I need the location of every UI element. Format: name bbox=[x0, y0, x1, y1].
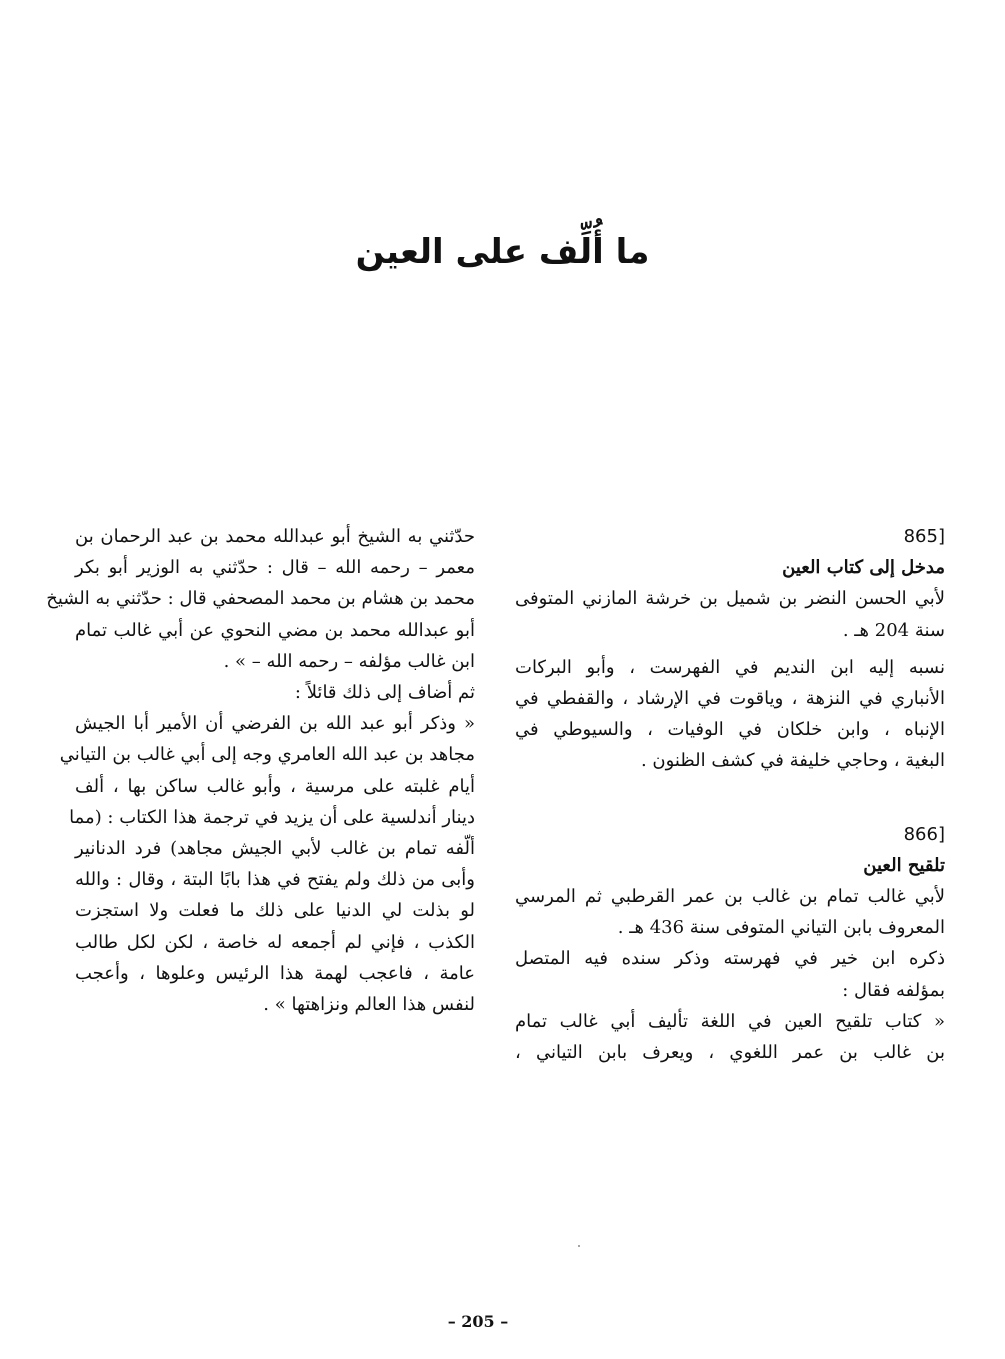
text-line: الأنباري في النزهة ، وياقوت في الإرشاد ، والقفطي في bbox=[515, 688, 945, 710]
page-number: – 205 – bbox=[447, 1312, 509, 1331]
text-line: محمد بن هشام بن محمد المصحفي قال : حدّثني به الشيخ bbox=[46, 588, 475, 610]
text-line: سنة 204 هـ . bbox=[842, 619, 945, 641]
spacer bbox=[515, 777, 945, 819]
text-line: لو بذلت لي الدنيا على ذلك ما فعلت ولا استجزت bbox=[75, 900, 475, 922]
text-line: دينار أندلسية على أن يزيد في ترجمة هذا الكتاب : (مما bbox=[69, 806, 475, 828]
entry-number: [866 bbox=[903, 823, 945, 845]
left-column bbox=[46, 521, 475, 1020]
text-line: الكذب ، فإني لم أجمعه له خاصة ، لكن لكل طالب bbox=[75, 931, 475, 953]
text-line: أيام غلبته على مرسية ، وأبو غالب ساكن بها ، ألف bbox=[75, 775, 475, 797]
text-line: أبو عبدالله محمد بن مضي النحوي عن أبي غالب تمام bbox=[75, 619, 475, 641]
text-line: حدّثني به الشيخ أبو عبدالله محمد بن عبد الرحمان بن bbox=[75, 526, 475, 547]
text-line: معمر – رحمه الله – قال : حدّثني به الوزير أبو بكر bbox=[75, 557, 475, 579]
text-line: ذكره ابن خير في فهرسته وذكر سنده فيه المتصل bbox=[515, 948, 945, 970]
entry-title: مدخل إلى كتاب العين bbox=[782, 557, 945, 579]
text-line: ثم أضاف إلى ذلك قائلاً : bbox=[294, 682, 475, 704]
scan-speck bbox=[578, 1245, 580, 1247]
chapter-title: ما أُلِّف على العين bbox=[355, 232, 650, 272]
text-line: البغية ، وحاجي خليفة في كشف الظنون . bbox=[640, 750, 945, 772]
text-line: نسبه إليه ابن النديم في الفهرست ، وأبو البركات bbox=[515, 656, 945, 678]
text-line: وأبى من ذلك ولم يفتح في هذا بابًا البتة ، وقال : والله bbox=[75, 869, 475, 891]
text-line: مجاهد بن عبد الله العامري وجه إلى أبي غالب بن التياني bbox=[59, 744, 475, 766]
text-line: بن غالب بن عمر اللغوي ، ويعرف بابن التياني ، bbox=[515, 1042, 945, 1064]
text-line: ألّفه تمام بن غالب لأبي الجيش مجاهد) فرد الدنانير bbox=[75, 838, 475, 860]
right-column bbox=[515, 521, 945, 1068]
text-line: بمؤلفه فقال : bbox=[842, 979, 945, 1001]
text-line: الإنباه ، وابن خلكان في الوفيات ، والسيوطي في bbox=[515, 719, 945, 741]
text-line: ابن غالب مؤلفه – رحمه الله – » . bbox=[223, 650, 475, 672]
text-line: عامة ، فاعجب لهمة هذا الرئيس وعلوها ، وأعجب bbox=[75, 962, 475, 984]
text-line: « وذكر أبو عبد الله بن الفرضي أن الأمير أبا الجيش bbox=[75, 713, 475, 735]
text-line: لأبي غالب تمام بن غالب بن عمر القرطبي ثم المرسي bbox=[515, 886, 945, 908]
text-line: لأبي الحسن النضر بن شميل بن خرشة المازني المتوفى bbox=[515, 588, 945, 610]
text-line: « كتاب تلقيح العين في اللغة تأليف أبي غالب تمام bbox=[515, 1010, 945, 1032]
entry-number: [865 bbox=[903, 526, 945, 547]
text-line: المعروف بابن التياني المتوفى سنة 436 هـ . bbox=[617, 917, 945, 939]
entry-title: تلقيح العين bbox=[863, 854, 945, 876]
text-line: لنفس هذا العالم ونزاهتها » . bbox=[263, 994, 475, 1016]
